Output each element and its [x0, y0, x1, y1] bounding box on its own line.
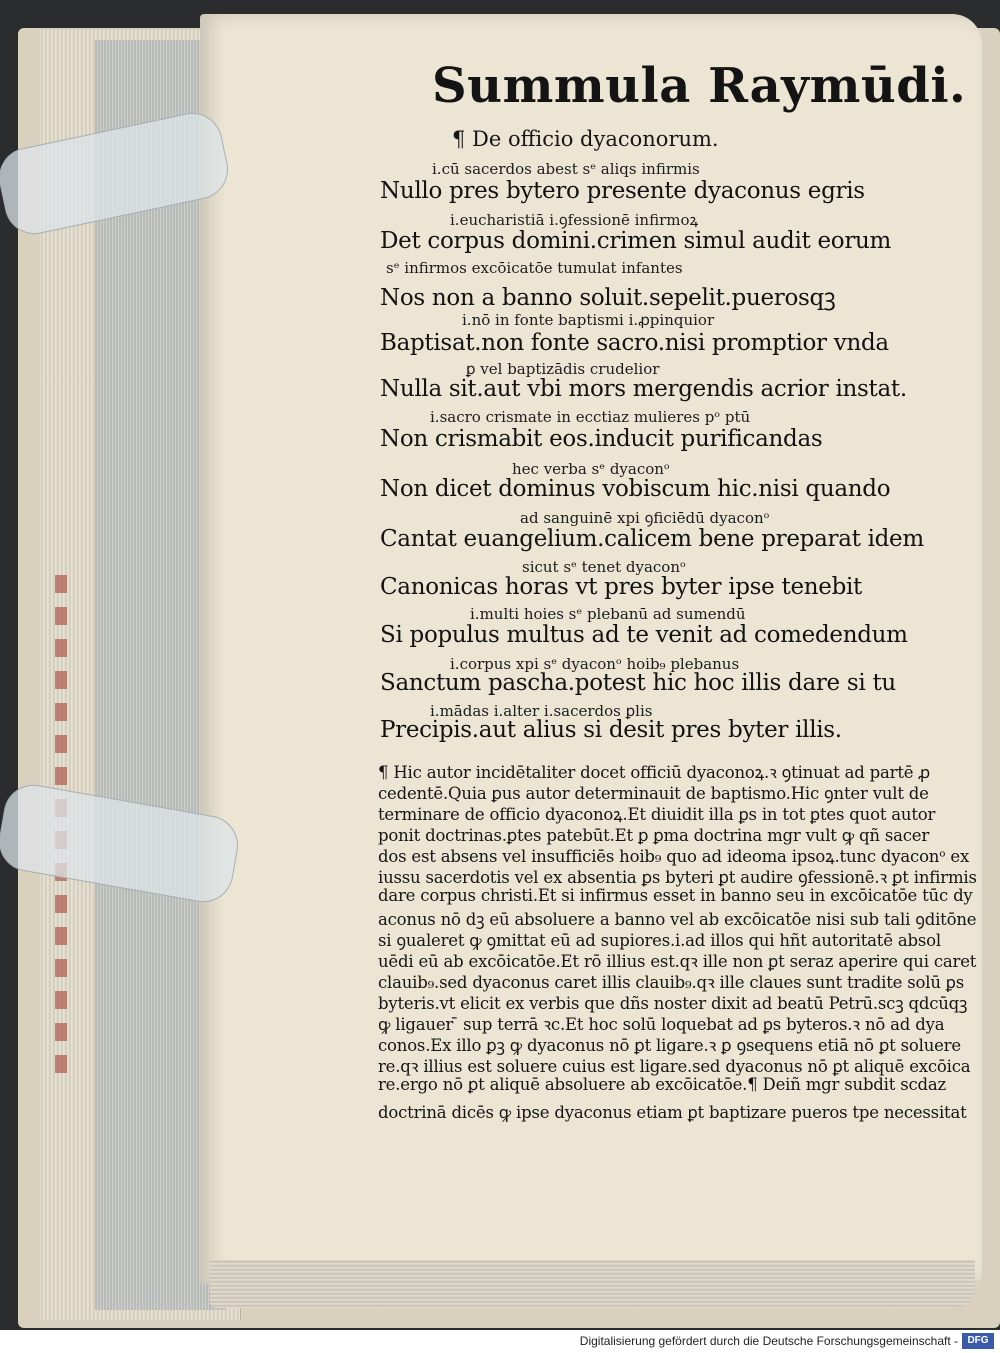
- commentary-line: conos.Ex illo ꝑꝫ ꝙ dyaconus nō ꝑt ligare.ꝛ ꝑ ꝯsequens etiā nō ꝑt soluere: [378, 1036, 961, 1055]
- verse-line: Cantat euangelium.calicem bene preparat idem: [380, 526, 924, 552]
- commentary-line: cedentē.Quia ꝑus autor determinauit de baptismo.Hic ꝯnter vult de: [378, 784, 929, 803]
- verse-line: Si populus multus ad te venit ad comedendum: [380, 622, 908, 648]
- verse-line: Det corpus domini.crimen simul audit eorum: [380, 228, 892, 254]
- commentary-line: aconus nō dꝫ eū absoluere a banno vel ab excōicatōe nisi sub tali ꝯditōne: [378, 910, 977, 929]
- commentary-line: ponit doctrinas.ꝑtes patebūt.Et ꝑ ꝑma doctrina mgr vult ꝙ qñ sacer: [378, 826, 930, 845]
- gloss-line: sicut sᵉ tenet dyaconᵒ: [522, 558, 686, 576]
- gloss-line: ꝑ vel baptizādis crudelior: [466, 360, 660, 378]
- footer-credit: Digitalisierung gefördert durch die Deutsche Forschungsgemeinschaft -: [579, 1334, 958, 1348]
- verse-line: Sanctum pascha.potest hic hoc illis dare si tu: [380, 670, 896, 696]
- commentary-line: dos est absens vel insufficiēs hoib₉ quo ad ideoma ipsoꝝ.tunc dyaconᵒ ex: [378, 847, 970, 866]
- dfg-logo: DFG: [962, 1333, 994, 1349]
- gloss-line: i.multi hoies sᵉ plebanū ad sumendū: [470, 605, 746, 623]
- gloss-line: ad sanguinē xpi ꝯficiēdū dyaconᵒ: [520, 509, 770, 527]
- verse-line: Non crismabit eos.inducit purificandas: [380, 426, 823, 452]
- section-title: ¶ De officio dyaconorum.: [452, 127, 719, 151]
- footer-bar: [0, 1330, 1000, 1353]
- commentary-line: re.ergo nō ꝑt aliquē absoluere ab excōicatōe.¶ Deiñ mgr subdit scdaz: [378, 1075, 947, 1094]
- gloss-line: hec verba sᵉ dyaconᵒ: [512, 460, 670, 478]
- commentary-line: clauib₉.sed dyaconus caret illis clauib₉.qꝛ ille claues sunt tradite solū ꝑs: [378, 973, 965, 992]
- commentary-line: uēdi eū ab excōicatōe.Et rō illius est.qꝛ ille non ꝑt seraz aperire qui caret: [378, 952, 977, 971]
- bottom-page-edge: [210, 1260, 975, 1308]
- gloss-line: i.corpus xpi sᵉ dyaconᵒ hoib₉ plebanus: [450, 655, 740, 673]
- gloss-line: i.mādas i.alter i.sacerdos ꝑlis: [430, 702, 653, 720]
- commentary-line: iussu sacerdotis vel ex absentia ꝑs byteri ꝑt audire ꝯfessionē.ꝛ ꝑt infirmis: [378, 868, 977, 887]
- verse-line: Nullo pres bytero presente dyaconus egris: [380, 178, 865, 204]
- verse-line: Nulla sit.aut vbi mors mergendis acrior instat.: [380, 376, 907, 402]
- commentary-line: ¶ Hic autor incidētaliter docet officiū dyaconoꝝ.ꝛ ꝯtinuat ad partē ꝓ: [378, 763, 930, 782]
- verse-line: Canonicas horas vt pres byter ipse tenebit: [380, 574, 863, 600]
- commentary-line: dare corpus christi.Et si infirmus esset in banno seu in excōicatōe tūc dy: [378, 886, 973, 905]
- verse-line: Non dicet dominus vobiscum hic.nisi quando: [380, 476, 891, 502]
- gloss-line: i.cū sacerdos abest sᵉ aliqs infirmis: [432, 160, 700, 178]
- gloss-line: i.eucharistiā i.ꝯfessionē infirmoꝝ: [450, 211, 699, 229]
- commentary-line: doctrinā dicēs ꝙ ipse dyaconus etiam ꝑt baptizare pueros tpe necessitat: [378, 1103, 967, 1122]
- gloss-line: sᵉ infirmos excōicatōe tumulat infantes: [386, 259, 683, 277]
- verse-line: Baptisat.non fonte sacro.nisi promptior vnda: [380, 330, 889, 356]
- commentary-line: byteris.vt elicit ex verbis que dñs noster dixit ad beatū Petrū.scꝫ qdcūqꝫ: [378, 994, 968, 1013]
- gloss-line: i.nō in fonte baptismi i.ꝓpinquior: [462, 311, 715, 329]
- commentary-line: terminare de officio dyaconoꝝ.Et diuidit illa ꝑs in tot ꝑtes quot autor: [378, 805, 936, 824]
- commentary-line: re.qꝛ illius est soluere cuius est ligare.sed dyaconus nō ꝑt aliquē excōica: [378, 1057, 971, 1076]
- commentary-line: ꝙ ligauer ̄ sup terrā ꝛc.Et hoc solū loquebat ad ꝑs byteros.ꝛ nō ad dya: [378, 1015, 945, 1034]
- gloss-line: i.sacro crismate in ecctiaz mulieres pᵒ ptū: [430, 408, 751, 426]
- page-heading: Summula Raymūdi.: [432, 58, 967, 114]
- commentary-line: si ꝯualeret ꝙ ꝯmittat eū ad supiores.i.ad illos qui hñt autoritatē absol: [378, 931, 941, 950]
- verse-line: Precipis.aut alius si desit pres byter illis.: [380, 717, 842, 743]
- verse-line: Nos non a banno soluit.sepelit.puerosqꝫ: [380, 285, 836, 311]
